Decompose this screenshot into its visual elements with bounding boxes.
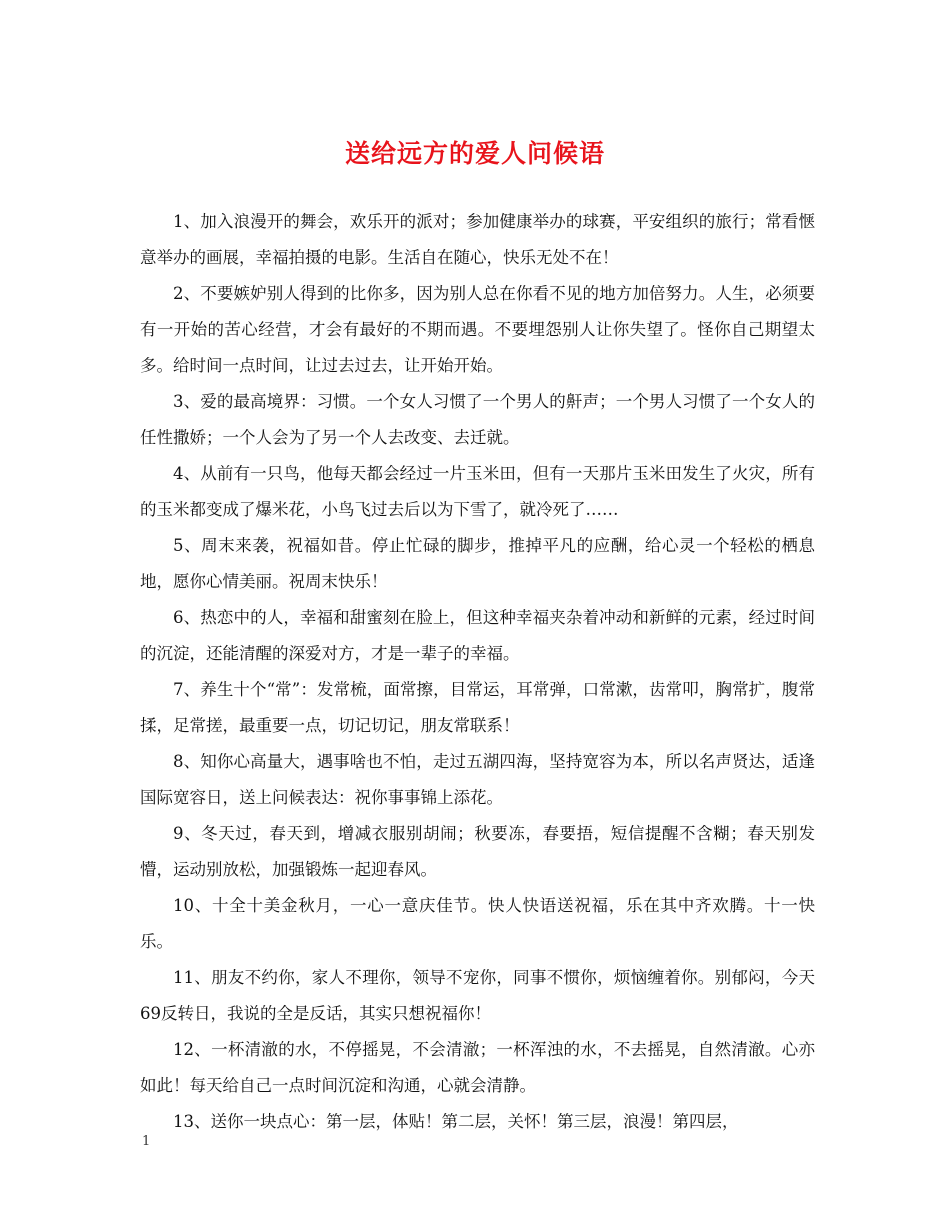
paragraph-2: 2、不要嫉妒别人得到的比你多，因为别人总在你看不见的地方加倍努力。人生，必须要有一开始的苦心经营，才会有最好的不期而遇。不要埋怨别人让你失望了。怪你自己期望太多。给时间一点时间，让过去过去，让开始开始。	[140, 284, 815, 375]
paragraph-13: 13、送你一块点心：第一层，体贴！第二层，关怀！第三层，浪漫！第四层，	[173, 1112, 739, 1131]
paragraph-11: 11、朋友不约你，家人不理你，领导不宠你，同事不惯你，烦恼缠着你。别郁闷，今天69反转日，我说的全是反话，其实只想祝福你！	[140, 968, 815, 1023]
document-title: 送给远方的爱人问候语	[344, 139, 605, 168]
paragraph-9: 9、冬天过，春天到，增减衣服别胡闹；秋要冻，春要捂，短信提醒不含糊；春天别发懵，运动别放松，加强锻炼一起迎春风。	[140, 824, 815, 879]
page-number: 1	[142, 1134, 151, 1149]
paragraph-1: 1、加入浪漫开的舞会，欢乐开的派对；参加健康举办的球赛，平安组织的旅行；常看惬意举办的画展，幸福拍摄的电影。生活自在随心，快乐无处不在！	[140, 212, 815, 267]
paragraph-7: 7、养生十个“常”：发常梳，面常擦，目常运，耳常弹，口常漱，齿常叩，胸常扩，腹常揉，足常搓，最重要一点，切记切记，朋友常联系！	[140, 680, 815, 735]
paragraph-3: 3、爱的最高境界：习惯。一个女人习惯了一个男人的鼾声；一个男人习惯了一个女人的任性撒娇；一个人会为了另一个人去改变、去迁就。	[140, 392, 815, 447]
document-body	[140, 204, 815, 1140]
paragraph-5: 5、周末来袭，祝福如昔。停止忙碌的脚步，推掉平凡的应酬，给心灵一个轻松的栖息地，愿你心情美丽。祝周末快乐！	[140, 536, 815, 591]
paragraph-6: 6、热恋中的人，幸福和甜蜜刻在脸上，但这种幸福夹杂着冲动和新鲜的元素，经过时间的沉淀，还能清醒的深爱对方，才是一辈子的幸福。	[140, 608, 815, 663]
paragraph-8: 8、知你心高量大，遇事啥也不怕，走过五湖四海，坚持宽容为本，所以名声贤达，适逢国际宽容日，送上问候表达：祝你事事锦上添花。	[140, 752, 815, 807]
paragraph-4: 4、从前有一只鸟，他每天都会经过一片玉米田，但有一天那片玉米田发生了火灾，所有的玉米都变成了爆米花，小鸟飞过去后以为下雪了，就冷死了……	[140, 464, 815, 519]
paragraph-12: 12、一杯清澈的水，不停摇晃，不会清澈；一杯浑浊的水，不去摇晃，自然清澈。心亦如此！每天给自己一点时间沉淀和沟通，心就会清静。	[140, 1040, 815, 1095]
paragraph-10: 10、十全十美金秋月，一心一意庆佳节。快人快语送祝福，乐在其中齐欢腾。十一快乐。	[140, 896, 815, 951]
